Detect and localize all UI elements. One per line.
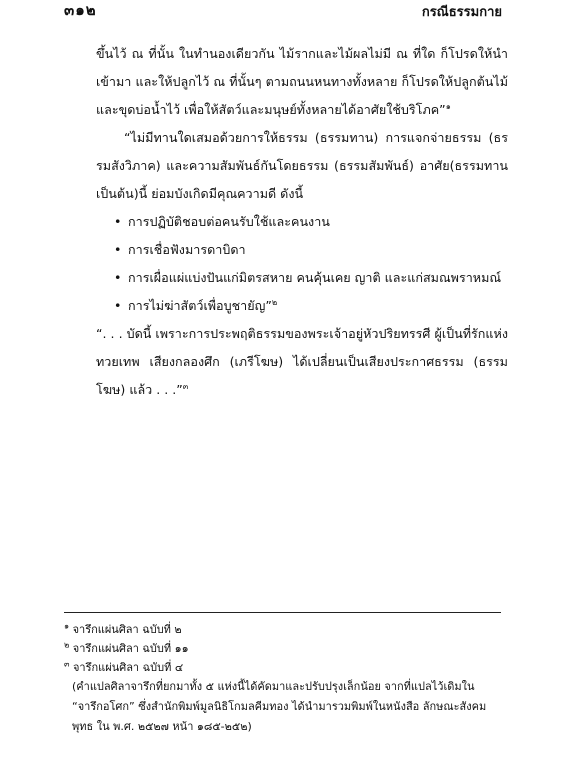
paragraph-3-text: “. . . บัดนี้ เพราะการประพฤติธรรมของพระเจ้าอยู่หัวปริยทรรศี ผู้เป็นที่รักแห่งทวยเทพ เสียงกลองศึก (เภรีโฆษ) ได้เปลี่ยนเป็นเสียงประกาศธรรม (ธรรมโฆษ) แล้ว . . .” (96, 326, 508, 397)
paragraph-2: “ไม่มีทานใดเสมอด้วยการให้ธรรม (ธรรมทาน) การแจกจ่ายธรรม (ธรรมสังวิภาค) และความสัมพันธ์กันโดยธรรม (ธรรมสัมพันธ์) อาศัย(ธรรมทานเป็นต้น)นี้ ย่อมบังเกิดมีคุณความดี ดังนี้ (96, 130, 508, 201)
footnote-3 (64, 658, 504, 677)
footnote-text: จารึกแผ่นศิลา ฉบับที่ ๒ (72, 623, 182, 636)
benefits-list (96, 208, 508, 320)
list-item-text: การเผื่อแผ่แบ่งปันแก่มิตรสหาย คนคุ้นเคย ญาติ และแก่สมณพราหมณ์ (128, 270, 502, 285)
footnote-divider (64, 612, 501, 613)
footnote-text: จารึกแผ่นศิลา ฉบับที่ ๔ (72, 661, 184, 674)
list-item-text: การไม่ฆ่าสัตว์เพื่อบูชายัญ” (128, 298, 272, 313)
paragraph-1 (96, 40, 508, 124)
list-item (118, 208, 508, 236)
footnote-mark: ๑ (64, 621, 70, 631)
footnote-ref-3[interactable]: ๓ (182, 381, 189, 391)
footnote-mark: ๓ (64, 659, 70, 669)
footnote-1 (64, 620, 504, 639)
footnote-mark: ๒ (64, 640, 70, 650)
paragraph-3 (96, 320, 508, 404)
page-number: ๓๑๒ (64, 1, 97, 19)
footnote-text: จารึกแผ่นศิลา ฉบับที่ ๑๑ (72, 642, 189, 655)
paragraph-1-text: ขึ้นไว้ ณ ที่นั้น ในทำนองเดียวกัน ไม้รากและไม้ผลไม่มี ณ ที่ใด ก็โปรดให้นำเข้ามา และให้ปลูกไว้ ณ ที่นั้นๆ ตามถนนหนทางทั้งหลาย ก็โปรดให้ปลูกต้นไม้และขุดบ่อน้ำไว้ เพื่อให้สัตว์และมนุษย์ทั้งหลายได้อาศัยใช้บริโภค” (96, 46, 508, 117)
list-item (118, 236, 508, 264)
footnote-ref-1[interactable]: ๑ (445, 101, 451, 111)
page-header (64, 0, 502, 22)
running-title: กรณีธรรมกาย (421, 5, 502, 20)
list-item (118, 264, 508, 292)
list-item-text: การปฏิบัติชอบต่อคนรับใช้และคนงาน (128, 214, 330, 229)
footnote-2 (64, 639, 504, 658)
main-text (96, 40, 508, 404)
footnote-ref-2[interactable]: ๒ (271, 297, 278, 307)
footnotes (64, 620, 504, 737)
translation-note: (คำแปลศิลาจารึกที่ยกมาทั้ง ๕ แห่งนี้ได้คัดมาและปรับปรุงเล็กน้อย จากที่แปลไว้เดิมใน “จารึกอโศก” ซึ่งสำนักพิมพ์มูลนิธิโกมลคีมทอง ได้นำมารวมพิมพ์ในหนังสือ ลักษณะสังคมพุทธ ใน พ.ศ. ๒๕๒๗ หน้า ๑๘๕-๒๕๒) (72, 680, 487, 733)
list-item (118, 292, 508, 320)
list-item-text: การเชื่อฟังมารดาบิดา (128, 242, 246, 257)
